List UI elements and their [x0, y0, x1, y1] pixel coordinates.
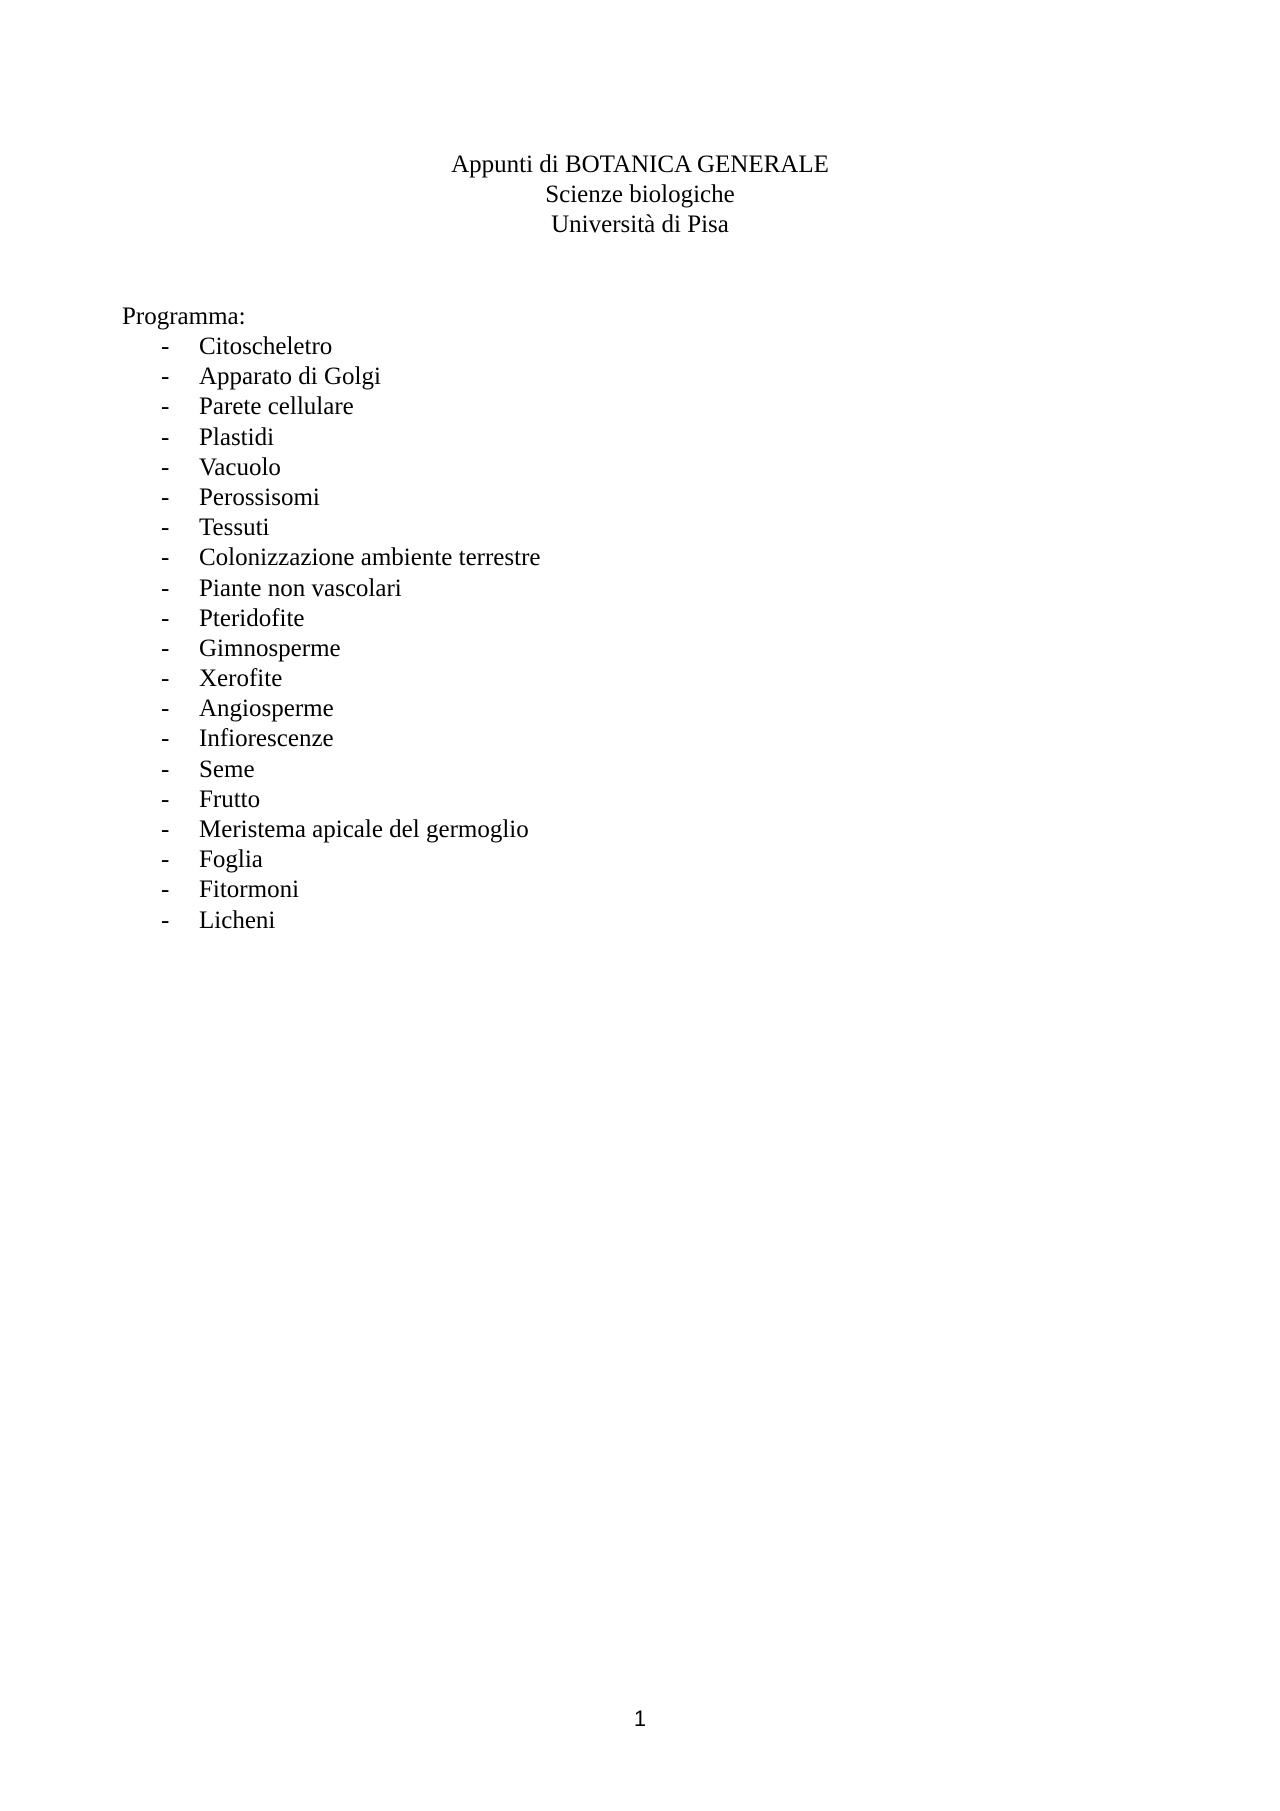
list-item-text: Seme [199, 755, 255, 783]
list-item-text: Foglia [199, 846, 263, 874]
list-bullet: - [161, 906, 170, 934]
course-title: Appunti di BOTANICA GENERALE [451, 151, 829, 178]
list-item-text: Gimnosperme [199, 634, 341, 662]
list-item-text: Apparato di Golgi [199, 363, 381, 391]
list-bullet: - [161, 514, 170, 542]
list-item-text: Infiorescenze [199, 725, 334, 753]
list-item-text: Licheni [199, 906, 276, 934]
list-item-text: Tessuti [199, 514, 270, 542]
list-bullet: - [161, 755, 170, 783]
list-bullet: - [161, 333, 170, 360]
list-bullet: - [161, 574, 170, 602]
list-item-text: Fitormoni [199, 876, 300, 904]
list-bullet: - [161, 785, 170, 813]
list-item-text: Vacuolo [199, 453, 281, 481]
list-item-text: Citoscheletro [199, 333, 333, 360]
university-name: Università di Pisa [551, 211, 729, 238]
list-bullet: - [161, 363, 170, 391]
list-bullet: - [161, 634, 170, 662]
page-number: 1 [633, 1706, 647, 1731]
list-bullet: - [161, 725, 170, 753]
list-item-text: Colonizzazione ambiente terrestre [199, 544, 541, 572]
list-item-text: Perossisomi [199, 483, 320, 511]
list-item-text: Angiosperme [199, 695, 334, 723]
list-item-text: Meristema apicale del germoglio [199, 816, 529, 843]
list-bullet: - [161, 453, 170, 481]
list-item-text: Plastidi [199, 423, 275, 451]
list-bullet: - [161, 544, 170, 572]
list-bullet: - [161, 846, 170, 874]
list-bullet: - [161, 665, 170, 693]
program-heading: Programma: [122, 303, 246, 330]
list-item-text: Piante non vascolari [199, 574, 402, 602]
document-title-block [0, 150, 1280, 240]
list-bullet: - [161, 816, 170, 843]
list-bullet: - [161, 393, 170, 421]
degree-program: Scienze biologiche [545, 181, 735, 208]
list-item-text: Frutto [199, 785, 261, 813]
list-item-text: Parete cellulare [199, 393, 354, 421]
list-bullet: - [161, 876, 170, 904]
list-bullet: - [161, 695, 170, 723]
list-bullet: - [161, 483, 170, 511]
list-item-text: Xerofite [199, 665, 283, 693]
list-bullet: - [161, 423, 170, 451]
list-bullet: - [161, 604, 170, 632]
list-item-text: Pteridofite [199, 604, 305, 632]
